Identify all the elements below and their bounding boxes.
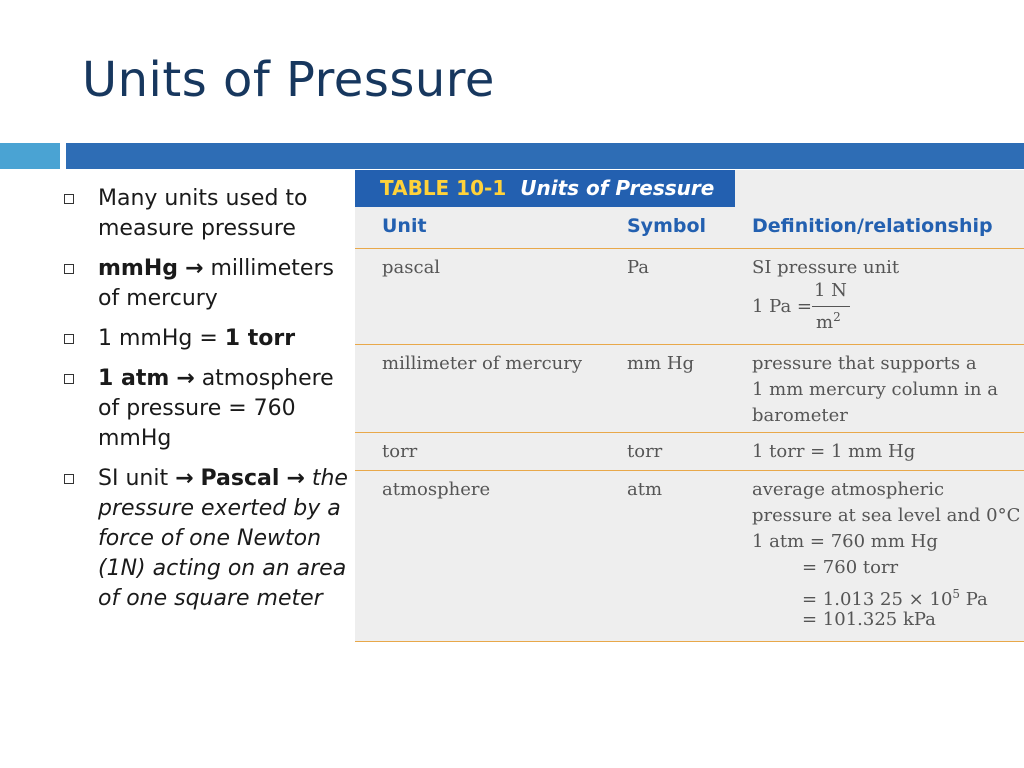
table-number: TABLE 10-1 bbox=[380, 176, 507, 200]
bullet-text: SI unit bbox=[98, 466, 176, 491]
fraction-denominator: $m^2$ bbox=[816, 310, 841, 333]
cell-definition: average atmospheric pressure at sea level and 0°C 1 atm = 760 mm Hg = 760 torr = 1.013 $25 \times 10^5$ Pa = 101.325 kPa bbox=[752, 479, 1021, 630]
bullet-text: atmosphere of pressure = 760 mmHg bbox=[98, 366, 334, 451]
table-name: Units of Pressure bbox=[520, 176, 715, 200]
bullet-bold: mmHg bbox=[98, 256, 179, 281]
cell-unit: torr bbox=[382, 441, 418, 462]
square-bullet-icon bbox=[64, 264, 74, 274]
bullet-item bbox=[62, 324, 352, 354]
arrow-icon: → bbox=[286, 466, 305, 491]
header-unit: Unit bbox=[382, 215, 427, 237]
cell-symbol: torr bbox=[627, 441, 663, 462]
bullet-bold: 1 torr bbox=[224, 326, 296, 351]
decorative-bar-light bbox=[0, 143, 60, 169]
page-title: Units of Pressure bbox=[82, 52, 495, 108]
units-table bbox=[355, 170, 1024, 642]
fraction-numerator: 1 N bbox=[814, 280, 847, 301]
cell-symbol: mm Hg bbox=[627, 353, 695, 374]
table-row bbox=[355, 433, 1024, 471]
bullet-item bbox=[62, 464, 352, 614]
bullet-bold: Pascal bbox=[200, 466, 280, 491]
square-bullet-icon bbox=[64, 194, 74, 204]
fraction-lhs: 1 Pa = bbox=[752, 296, 813, 317]
bullet-text: Many units used to measure pressure bbox=[98, 186, 308, 241]
arrow-icon: → bbox=[176, 366, 195, 391]
cell-symbol: Pa bbox=[627, 257, 650, 278]
table-caption bbox=[355, 170, 735, 207]
table-row bbox=[355, 345, 1024, 433]
cell-unit: millimeter of mercury bbox=[382, 353, 583, 374]
bullet-list bbox=[62, 184, 352, 624]
bullet-italic: the pressure exerted by a force of one Newton (1N) acting on an area of one square meter bbox=[98, 466, 348, 611]
bullet-text: 1 mmHg = bbox=[98, 326, 225, 351]
square-bullet-icon bbox=[64, 374, 74, 384]
header-symbol: Symbol bbox=[627, 215, 707, 237]
bullet-bold: 1 atm bbox=[98, 366, 170, 391]
bullet-text: millimeters of mercury bbox=[98, 256, 334, 311]
cell-definition: SI pressure unit bbox=[752, 257, 900, 278]
table-row bbox=[355, 471, 1024, 642]
bullet-item bbox=[62, 364, 352, 454]
cell-unit: atmosphere bbox=[382, 479, 491, 500]
cell-unit: pascal bbox=[382, 257, 441, 278]
table-row bbox=[355, 249, 1024, 345]
bullet-item bbox=[62, 254, 352, 314]
square-bullet-icon bbox=[64, 334, 74, 344]
cell-definition: 1 torr = 1 mm Hg bbox=[752, 441, 916, 462]
fraction-bar bbox=[812, 306, 850, 307]
decorative-bar-dark bbox=[66, 143, 1024, 169]
arrow-icon: → bbox=[175, 466, 194, 491]
table-header-row bbox=[355, 207, 1024, 249]
cell-definition: pressure that supports a 1 mm mercury column in a barometer bbox=[752, 353, 998, 426]
bullet-item bbox=[62, 184, 352, 244]
arrow-icon: → bbox=[185, 256, 204, 281]
header-definition: Definition/relationship bbox=[752, 215, 993, 237]
cell-symbol: atm bbox=[627, 479, 663, 500]
square-bullet-icon bbox=[64, 474, 74, 484]
